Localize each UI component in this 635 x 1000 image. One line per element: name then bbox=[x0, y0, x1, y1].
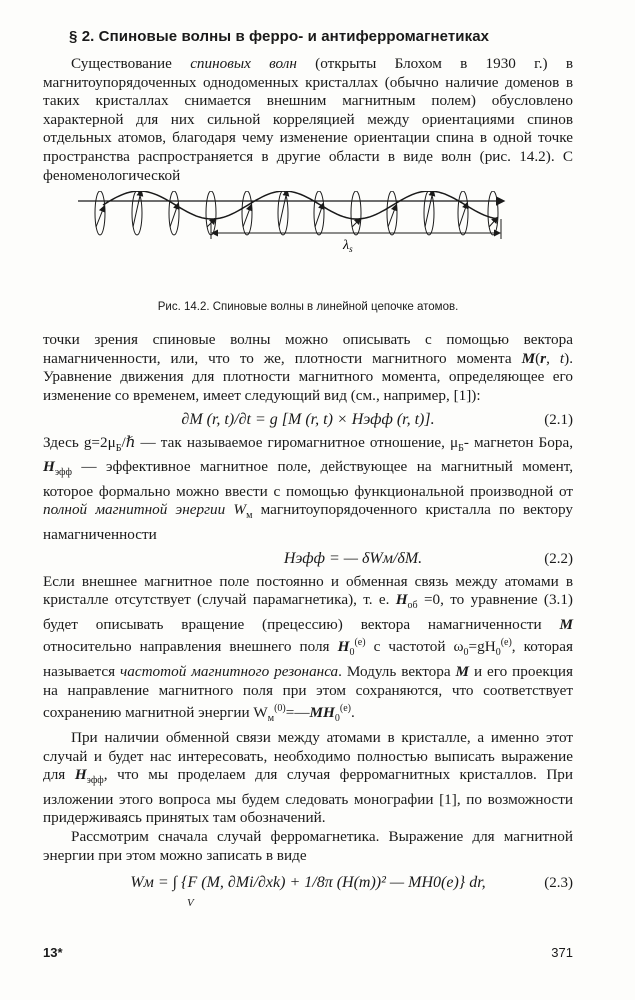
p4-run: . Модуль вектора bbox=[338, 663, 456, 681]
p4-run: (e) bbox=[500, 637, 512, 649]
p4-run: 0 bbox=[463, 647, 469, 659]
figure-caption: Рис. 14.2. Спиновые волны в линейной цепочке атомов. bbox=[157, 301, 459, 314]
precession-ellipse bbox=[424, 191, 434, 235]
p2-run: t bbox=[559, 349, 565, 367]
equation-2-3-body: Wм = ∫ {F (M, ∂Mi/∂xk) + 1/8π (H(m))² — MH0(e)} dr, bbox=[130, 874, 486, 892]
atom-chain bbox=[78, 191, 503, 235]
equation-2-1-body: ∂M (r, t)/∂t = g [M (r, t) × Hэфф (r, t)]. bbox=[181, 410, 435, 428]
p5-run: , что мы проделаем для случая ферромагнитных кристаллов. При изложении этого вопроса мы будем следовать монографии [1], по возможности придерживаясь принятых там обозначений. bbox=[43, 766, 574, 827]
p4-run: 0 bbox=[334, 713, 340, 725]
signature-mark: 13* bbox=[43, 945, 63, 960]
precession-ellipse bbox=[132, 191, 142, 235]
p1-run: спиновых волн bbox=[190, 55, 297, 72]
precession-ellipse bbox=[387, 191, 397, 235]
paragraph-5 bbox=[43, 729, 573, 828]
precession-ellipse bbox=[314, 191, 324, 235]
p6-run: Рассмотрим сначала случай ферромагнетика. Выражение для магнитной энергии при этом можно записать в виде bbox=[43, 827, 573, 864]
equation-2-2-number: (2.2) bbox=[544, 550, 573, 567]
p3-run: — эффективное магнитное поле, действующее на магнитный момент, которое формально можно ввести с помощью функциональной производной от bbox=[43, 458, 573, 500]
p5-run: эфф bbox=[86, 775, 104, 787]
p4-run: об bbox=[407, 600, 418, 612]
p4-run: M bbox=[559, 615, 573, 633]
paragraph-1 bbox=[43, 55, 573, 185]
wave-envelope bbox=[103, 191, 496, 219]
p3-run: - магнетон Бора, bbox=[463, 433, 573, 451]
p4-run: и его проекция на направление магнитного поля при этом сохраняются, что соответствует сохранению магнитной энергии W bbox=[43, 663, 573, 722]
p3-run: H bbox=[43, 458, 55, 476]
figure-spin-wave bbox=[43, 191, 573, 299]
equation-2-2 bbox=[43, 547, 573, 571]
page-number: 371 bbox=[551, 945, 573, 960]
spin-arrow bbox=[96, 207, 104, 227]
p4-run: 0 bbox=[349, 647, 355, 659]
p3-run: эфф bbox=[54, 467, 72, 479]
integral-domain: V bbox=[187, 897, 194, 910]
paragraph-6 bbox=[43, 828, 573, 865]
spin-arrow bbox=[352, 219, 360, 227]
p3-run: /ℏ — так называемое гиромагнитное отношение, μ bbox=[121, 433, 459, 451]
p5-run: При наличии обменной связи между атомами в кристалле, а именно этот случай и будет нас интересовать, необходимо полностью выписать выражение для bbox=[43, 728, 573, 784]
equation-2-1-number: (2.1) bbox=[544, 411, 573, 428]
p5-run: H bbox=[74, 766, 87, 784]
spin-arrow bbox=[315, 204, 323, 227]
p4-run: H bbox=[395, 591, 408, 609]
spin-arrow bbox=[388, 206, 396, 227]
paragraph-3 bbox=[43, 434, 573, 545]
p3-run: м bbox=[246, 510, 253, 522]
p4-run: , которая называется bbox=[43, 638, 573, 681]
p2-run: ( bbox=[535, 349, 541, 367]
equation-2-1 bbox=[43, 408, 573, 432]
spin-arrow bbox=[170, 204, 178, 227]
p2-run: r bbox=[540, 349, 547, 367]
p3-run: полной магнитной энергии W bbox=[43, 501, 247, 519]
p4-run: (e) bbox=[339, 703, 351, 715]
p4-run: Если внешнее магнитное поле постоянно и обменная связь между атомами в кристалле отсутствует (случай парамагнетика), т. е. bbox=[43, 572, 573, 609]
p4-run: . bbox=[350, 704, 355, 722]
p2-run: , bbox=[546, 349, 560, 367]
p4-run: =0, то уравнение (3.1) будет описывать вращение (прецессию) вектора намагниченности bbox=[43, 591, 573, 633]
paragraph-4 bbox=[43, 573, 573, 729]
p4-run: MH bbox=[309, 704, 335, 722]
equation-2-3-number: (2.3) bbox=[544, 875, 573, 892]
p4-run: M bbox=[455, 663, 470, 681]
p4-run: частотой магнитного резонанса bbox=[120, 663, 339, 681]
precession-ellipse bbox=[488, 191, 498, 235]
equation-2-2-body: Hэфф = — δWм/δM. bbox=[283, 549, 423, 567]
spin-wave-diagram bbox=[43, 191, 573, 299]
p1-run: Существование bbox=[71, 55, 191, 72]
p1-run: (открыты Блохом в 1930 г.) в магнитоупорядоченных однодоменных кристаллах (обычно наличие доменов в таких кристаллах снимается внешним магнитным полем) обусловлено характерной для них сильной корреляцией между ориентациями спинов отдельных атомов, благодаря чему изменение ориентации спина в одной точке пространства распространяется в другие области в виде волн (рис. 14.2). С феноменологической bbox=[43, 55, 573, 184]
p2-run: M bbox=[521, 349, 536, 367]
spin-arrow bbox=[243, 206, 251, 227]
wavelength-label: $\lambda_s$ bbox=[343, 238, 353, 255]
spin-arrow bbox=[489, 218, 497, 227]
p3-run: Б bbox=[458, 442, 464, 454]
p4-run: H bbox=[337, 638, 350, 656]
precession-ellipse bbox=[95, 191, 105, 235]
p4-run: =— bbox=[285, 704, 310, 722]
p4-run: м bbox=[267, 713, 275, 725]
equation-2-3 bbox=[43, 871, 573, 910]
p4-run: (e) bbox=[354, 637, 366, 649]
precession-ellipse bbox=[458, 191, 468, 235]
spin-arrow bbox=[459, 204, 467, 228]
p4-run: 0 bbox=[495, 647, 501, 659]
paragraph-2 bbox=[43, 331, 573, 405]
p4-run: с частотой ω bbox=[365, 638, 464, 656]
precession-ellipse bbox=[169, 191, 179, 235]
p4-run: относительно направления внешнего поля bbox=[43, 638, 338, 656]
p4-run: =gH bbox=[468, 638, 496, 656]
p2-run: ). Уравнение движения для плотности магнитного момента, определяющее его изменение со временем, имеет следующий вид (см., например, [1]): bbox=[43, 349, 573, 404]
precession-ellipse bbox=[351, 191, 361, 235]
p3-run: магнитоупорядоченного кристалла по вектору намагниченности bbox=[43, 501, 574, 543]
precession-ellipse bbox=[278, 191, 288, 235]
p3-run: Б bbox=[115, 442, 122, 454]
precession-ellipse bbox=[242, 191, 252, 235]
p3-run: Здесь g=2μ bbox=[43, 433, 116, 451]
p4-run: (0) bbox=[274, 703, 286, 715]
p2-run: точки зрения спиновые волны можно описывать с помощью вектора намагниченности, или, что то же, плотности магнитного момента bbox=[43, 331, 573, 367]
section-heading: § 2. Спиновые волны в ферро- и антиферромагнетиках bbox=[69, 28, 490, 45]
